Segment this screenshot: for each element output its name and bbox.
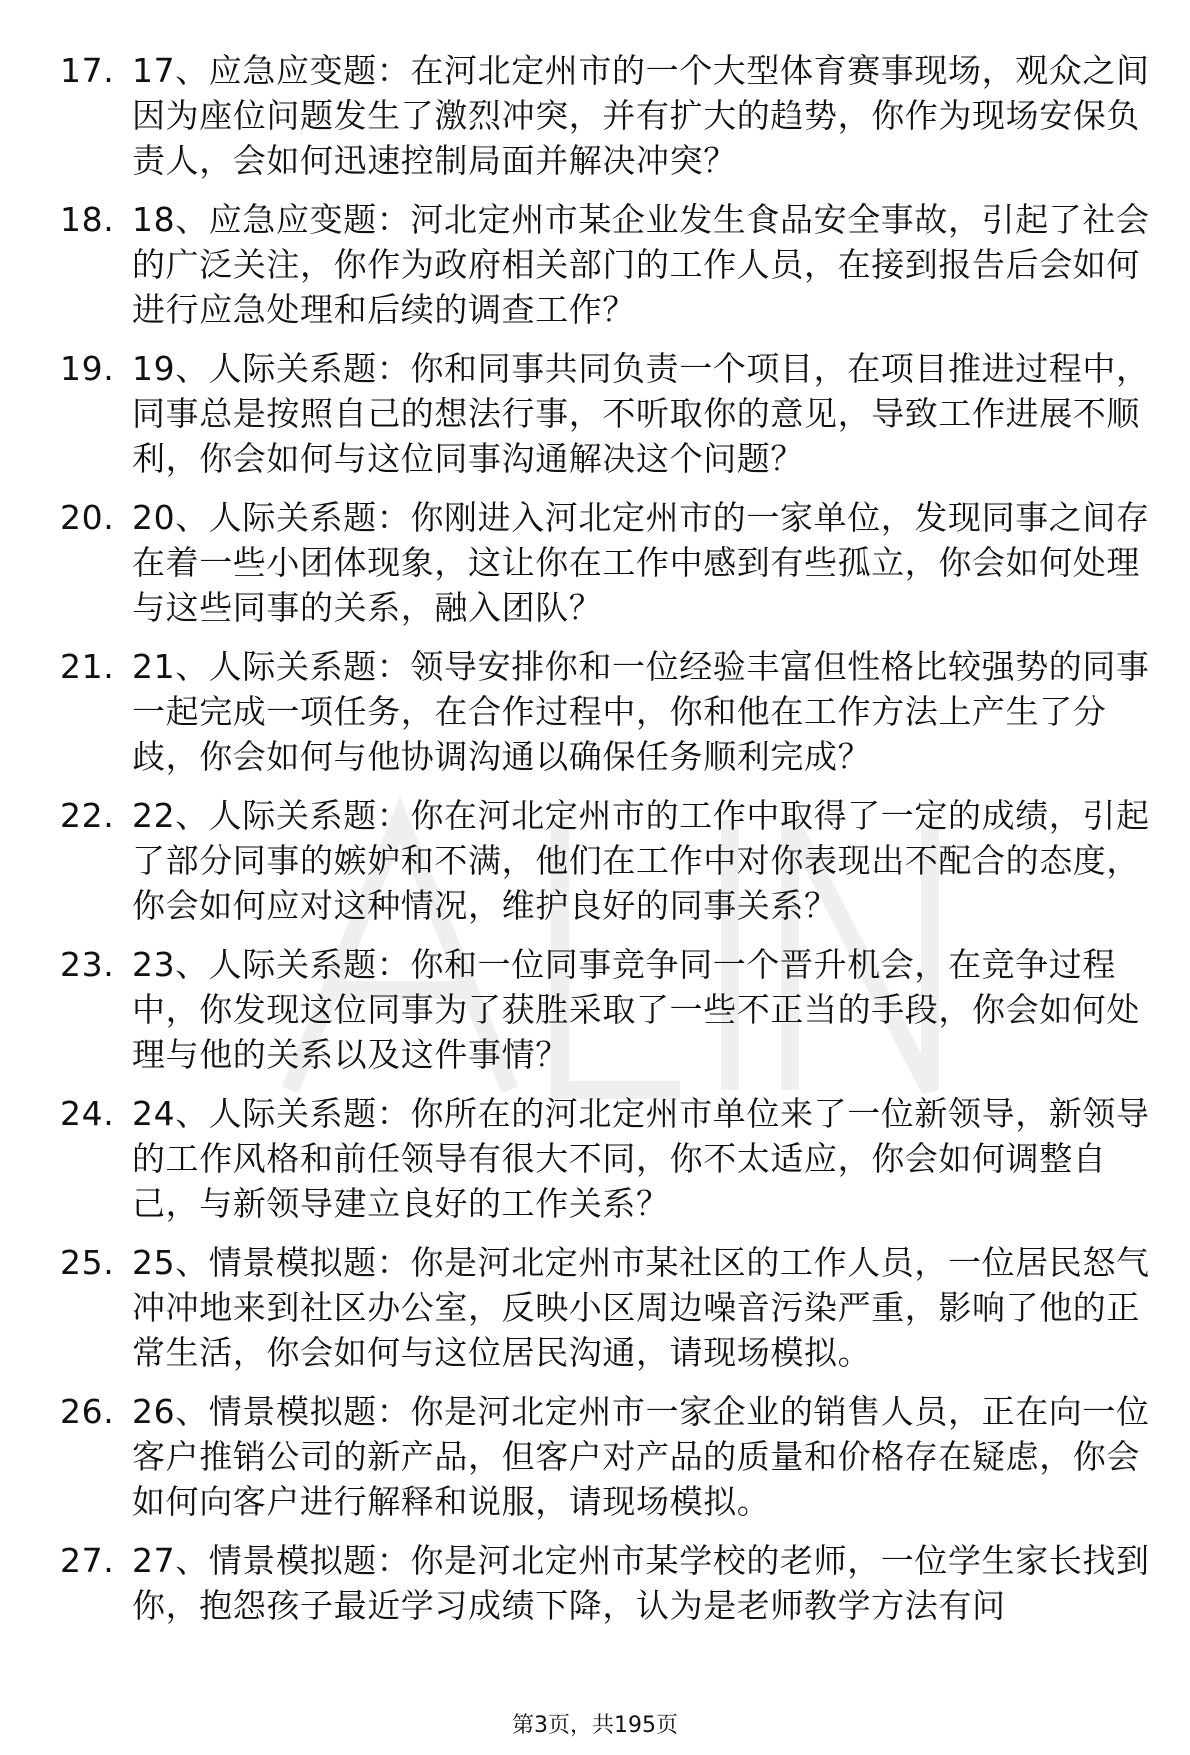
question-text: 20、人际关系题：你刚进入河北定州市的一家单位，发现同事之间存在着一些小团体现象，这让你在工作中感到有些孤立，你会如何处理与这些同事的关系，融入团队？ [132,498,1150,627]
question-text: 19、人际关系题：你和同事共同负责一个项目，在项目推进过程中，同事总是按照自己的想法行事，不听取你的意见，导致工作进展不顺利，你会如何与这位同事沟通解决这个问题？ [132,349,1150,478]
question-number: 23. [60,945,115,984]
question-text: 26、情景模拟题：你是河北定州市一家企业的销售人员，正在向一位客户推销公司的新产品，但客户对产品的质量和价格存在疑虑，你会如何向客户进行解释和说服，请现场模拟。 [132,1392,1150,1521]
page-footer: 第3页，共195页 [512,1713,678,1738]
question-item [60,793,1150,928]
question-text: 21、人际关系题：领导安排你和一位经验丰富但性格比较强势的同事一起完成一项任务，在合作过程中，你和他在工作方法上产生了分歧，你会如何与他协调沟通以确保任务顺利完成？ [132,647,1150,776]
question-item [60,942,1150,1077]
question-item [60,197,1150,332]
question-number: 17. [60,51,115,90]
question-number: 27. [60,1541,115,1580]
question-text: 25、情景模拟题：你是河北定州市某社区的工作人员，一位居民怒气冲冲地来到社区办公室，反映小区周边噪音污染严重，影响了他的正常生活，你会如何与这位居民沟通，请现场模拟。 [132,1243,1150,1372]
question-text: 23、人际关系题：你和一位同事竞争同一个晋升机会，在竞争过程中，你发现这位同事为了获胜采取了一些不正当的手段，你会如何处理与他的关系以及这件事情？ [132,945,1140,1074]
question-text: 27、情景模拟题：你是河北定州市某学校的老师，一位学生家长找到你，抱怨孩子最近学习成绩下降，认为是老师教学方法有问 [132,1541,1150,1625]
question-item [60,48,1150,183]
question-item [60,1538,1150,1628]
question-number: 26. [60,1392,115,1431]
question-list [60,48,1150,1642]
question-item [60,1091,1150,1226]
question-item [60,644,1150,779]
question-text: 17、应急应变题：在河北定州市的一个大型体育赛事现场，观众之间因为座位问题发生了激烈冲突，并有扩大的趋势，你作为现场安保负责人，会如何迅速控制局面并解决冲突？ [132,51,1150,180]
question-number: 25. [60,1243,115,1282]
question-text: 24、人际关系题：你所在的河北定州市单位来了一位新领导，新领导的工作风格和前任领导有很大不同，你不太适应，你会如何调整自己，与新领导建立良好的工作关系？ [132,1094,1150,1223]
question-number: 22. [60,796,115,835]
question-number: 20. [60,498,115,537]
question-item [60,1240,1150,1375]
question-text: 18、应急应变题：河北定州市某企业发生食品安全事故，引起了社会的广泛关注，你作为政府相关部门的工作人员，在接到报告后会如何进行应急处理和后续的调查工作？ [132,200,1150,329]
question-number: 18. [60,200,115,239]
question-item [60,346,1150,481]
question-number: 21. [60,647,115,686]
question-number: 19. [60,349,115,388]
question-item [60,495,1150,630]
question-number: 24. [60,1094,115,1133]
question-text: 22、人际关系题：你在河北定州市的工作中取得了一定的成绩，引起了部分同事的嫉妒和不满，他们在工作中对你表现出不配合的态度，你会如何应对这种情况，维护良好的同事关系？ [132,796,1150,925]
question-item [60,1389,1150,1524]
